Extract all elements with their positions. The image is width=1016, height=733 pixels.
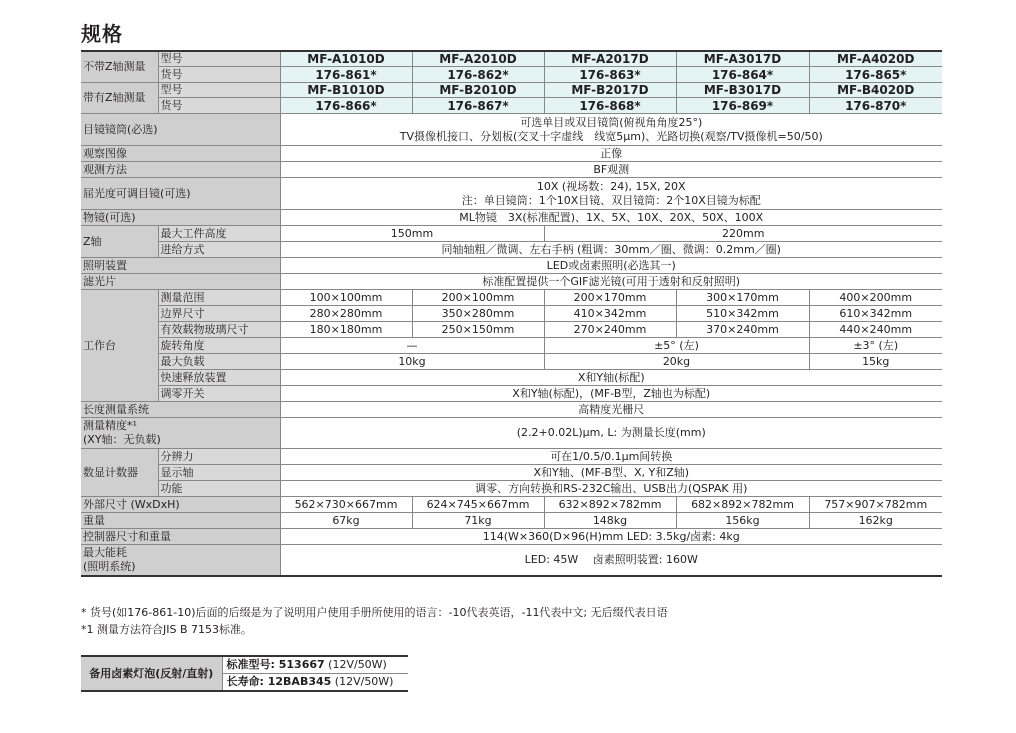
table-row: [81, 481, 942, 497]
table-row: [81, 545, 942, 576]
table-row: [81, 465, 942, 481]
row-label-image: 观察图像: [81, 146, 280, 162]
bulb-label: 备用卤素灯泡(反射/直射): [81, 656, 222, 691]
mass-cell: 71kg: [412, 513, 544, 529]
sub-label-zero: 调零开关: [158, 386, 280, 402]
model-cell: MF-A2017D: [544, 51, 676, 67]
row-label-controller: 控制器尺寸和重量: [81, 529, 280, 545]
bulb-long-life: [222, 674, 408, 692]
model-cell: MF-A4020D: [809, 51, 942, 67]
sub-label-code: 货号: [158, 98, 280, 114]
code-cell: 176-863*: [544, 67, 676, 83]
bulb-standard-code: 513667: [278, 658, 325, 671]
table-row: [81, 529, 942, 545]
length-value: 高精度光栅尺: [280, 402, 942, 418]
row-label-eyepiece: 目镜镜筒(必选): [81, 114, 280, 146]
rotation-c-value: ±3° (左): [809, 338, 942, 354]
mass-cell: 67kg: [280, 513, 412, 529]
load-b-value: 20kg: [544, 354, 809, 370]
table-row: [81, 67, 942, 83]
mass-cell: 156kg: [676, 513, 809, 529]
mass-cell: 162kg: [809, 513, 942, 529]
table-row: [81, 449, 942, 465]
rotation-b-value: ±5° (左): [544, 338, 809, 354]
accuracy-label-line2: (XY轴：无负载): [83, 433, 161, 446]
table-row: [81, 274, 942, 290]
dims-cell: 632×892×782mm: [544, 497, 676, 513]
load-c-value: 15kg: [809, 354, 942, 370]
row-label-mass: 重量: [81, 513, 280, 529]
power-value: LED: 45W 卤素照明装置: 160W: [280, 545, 942, 576]
size-cell: 350×280mm: [412, 306, 544, 322]
glass-cell: 180×180mm: [280, 322, 412, 338]
glass-cell: 440×240mm: [809, 322, 942, 338]
function-value: 调零、方向转换和RS-232C输出、USB出力(QSPAK 用): [280, 481, 942, 497]
table-row: [81, 83, 942, 98]
row-label-filter: 滤光片: [81, 274, 280, 290]
bulb-table: [81, 655, 408, 692]
objective-value: ML物镜 3X(标准配置)、1X、5X、10X、20X、50X、100X: [280, 210, 942, 226]
sub-label-height: 最大工件高度: [158, 226, 280, 242]
model-cell: MF-B3017D: [676, 83, 809, 98]
illum-value: LED或卤素照明(必选其一): [280, 258, 942, 274]
bulb-standard-spec: (12V/50W): [324, 658, 387, 671]
glass-cell: 270×240mm: [544, 322, 676, 338]
spec-table: [81, 50, 942, 577]
table-row: [81, 98, 942, 114]
table-row: [81, 226, 942, 242]
accuracy-value: (2.2+0.02L)μm, L: 为测量长度(mm): [280, 418, 942, 449]
code-cell: 176-864*: [676, 67, 809, 83]
table-row: [81, 146, 942, 162]
eyepiece-value: [280, 114, 942, 146]
row-label-accuracy: [81, 418, 280, 449]
size-cell: 280×280mm: [280, 306, 412, 322]
code-cell: 176-862*: [412, 67, 544, 83]
row-label-dimensions: 外部尺寸 (WxDxH): [81, 497, 280, 513]
code-cell: 176-868*: [544, 98, 676, 114]
table-row: [81, 338, 942, 354]
rotation-a-value: —: [280, 338, 544, 354]
model-cell: MF-A1010D: [280, 51, 412, 67]
sub-label-feed: 进给方式: [158, 242, 280, 258]
accuracy-label-line1: 测量精度*¹: [83, 419, 137, 432]
range-cell: 300×170mm: [676, 290, 809, 306]
bulb-long-code: 12BAB345: [267, 675, 332, 688]
sub-label-model: 型号: [158, 51, 280, 67]
diopter-value: [280, 178, 942, 210]
diopter-line2: 注：单目镜筒：1个10X目镜、双目镜筒：2个10X目镜为标配: [461, 193, 761, 207]
code-cell: 176-869*: [676, 98, 809, 114]
row-label-method: 观测方法: [81, 162, 280, 178]
sub-label-rotation: 旋转角度: [158, 338, 280, 354]
row-label-power: [81, 545, 280, 576]
power-label-line2: (照明系统): [83, 559, 136, 573]
table-row: [81, 497, 942, 513]
row-label-counter: 数显计数器: [81, 449, 158, 497]
range-cell: 400×200mm: [809, 290, 942, 306]
row-label-length: 长度测量系统: [81, 402, 280, 418]
code-cell: 176-870*: [809, 98, 942, 114]
row-label-illum: 照明装置: [81, 258, 280, 274]
sub-label-release: 快速释放装置: [158, 370, 280, 386]
table-row: [81, 386, 942, 402]
eyepiece-line2: TV摄像机接口、分划板(交叉十字虚线 线宽5μm)、光路切换(观察/TV摄像机=50/50): [399, 129, 823, 143]
table-row: [81, 178, 942, 210]
table-row: [81, 656, 408, 674]
dims-cell: 757×907×782mm: [809, 497, 942, 513]
sub-label-range: 测量范围: [158, 290, 280, 306]
bulb-standard: [222, 656, 408, 674]
table-row: [81, 162, 942, 178]
feed-value: 同轴轴粗／微调、左右手柄 (粗调：30mm／圈、微调：0.2mm／圈): [280, 242, 942, 258]
table-row: [81, 51, 942, 67]
size-cell: 510×342mm: [676, 306, 809, 322]
size-cell: 610×342mm: [809, 306, 942, 322]
table-row: [81, 322, 942, 338]
table-row: [81, 513, 942, 529]
method-value: BF观测: [280, 162, 942, 178]
range-cell: 100×100mm: [280, 290, 412, 306]
model-cell: MF-B2010D: [412, 83, 544, 98]
zero-value: X和Y轴(标配)，(MF-B型，Z轴也为标配): [280, 386, 942, 402]
footnote-method: *1 测量方法符合JIS B 7153标准。: [81, 623, 252, 636]
range-cell: 200×170mm: [544, 290, 676, 306]
sub-label-function: 功能: [158, 481, 280, 497]
dims-cell: 562×730×667mm: [280, 497, 412, 513]
image-value: 正像: [280, 146, 942, 162]
sub-label-load: 最大负载: [158, 354, 280, 370]
model-cell: MF-B1010D: [280, 83, 412, 98]
range-cell: 200×100mm: [412, 290, 544, 306]
dims-cell: 624×745×667mm: [412, 497, 544, 513]
model-cell: MF-B4020D: [809, 83, 942, 98]
size-cell: 410×342mm: [544, 306, 676, 322]
row-label-with-z: 带有Z轴测量: [81, 83, 158, 114]
glass-cell: 250×150mm: [412, 322, 544, 338]
row-label-objective: 物镜(可选): [81, 210, 280, 226]
resolution-value: 可在1/0.5/0.1μm间转换: [280, 449, 942, 465]
row-label-no-z: 不带Z轴测量: [81, 51, 158, 83]
sub-label-code: 货号: [158, 67, 280, 83]
power-label-line1: 最大能耗: [83, 545, 127, 559]
code-cell: 176-865*: [809, 67, 942, 83]
code-cell: 176-867*: [412, 98, 544, 114]
mass-cell: 148kg: [544, 513, 676, 529]
filter-value: 标准配置提供一个GIF滤光镜(可用于透射和反射照明): [280, 274, 942, 290]
sub-label-resolution: 分辨力: [158, 449, 280, 465]
table-row: [81, 114, 942, 146]
model-cell: MF-A2010D: [412, 51, 544, 67]
display-axis-value: X和Y轴、(MF-B型、X, Y和Z轴): [280, 465, 942, 481]
footnote-suffix: * 货号(如176-861-10)后面的后缀是为了说明用户使用手册所使用的语言：-10代表英语，-11代表中文; 无后缀代表日语: [81, 606, 668, 619]
sub-label-display-axis: 显示轴: [158, 465, 280, 481]
model-cell: MF-B2017D: [544, 83, 676, 98]
table-row: [81, 258, 942, 274]
bulb-standard-prefix: 标准型号:: [226, 658, 279, 671]
row-label-zaxis: Z轴: [81, 226, 158, 258]
height-a-value: 150mm: [280, 226, 544, 242]
dims-cell: 682×892×782mm: [676, 497, 809, 513]
table-row: [81, 402, 942, 418]
bulb-long-spec: (12V/50W): [331, 675, 394, 688]
table-row: [81, 210, 942, 226]
code-cell: 176-861*: [280, 67, 412, 83]
sub-label-glass: 有效载物玻璃尺寸: [158, 322, 280, 338]
row-label-diopter: 屈光度可调目镜(可选): [81, 178, 280, 210]
table-row: [81, 290, 942, 306]
controller-value: 114(W×360(D×96(H)mm LED: 3.5kg/卤素: 4kg: [280, 529, 942, 545]
model-cell: MF-A3017D: [676, 51, 809, 67]
table-row: [81, 418, 942, 449]
row-label-stage: 工作台: [81, 290, 158, 402]
sub-label-model: 型号: [158, 83, 280, 98]
glass-cell: 370×240mm: [676, 322, 809, 338]
code-cell: 176-866*: [280, 98, 412, 114]
table-row: [81, 354, 942, 370]
sub-label-size: 边界尺寸: [158, 306, 280, 322]
page-title: 规格: [81, 22, 123, 46]
table-row: [81, 306, 942, 322]
diopter-line1: 10X (视场数：24), 15X, 20X: [536, 179, 686, 193]
table-row: [81, 370, 942, 386]
bulb-long-prefix: 长寿命:: [226, 675, 268, 688]
eyepiece-line1: 可选单目或双目镜筒(俯视角角度25°): [520, 115, 703, 129]
release-value: X和Y轴(标配): [280, 370, 942, 386]
load-a-value: 10kg: [280, 354, 544, 370]
table-row: [81, 242, 942, 258]
height-b-value: 220mm: [544, 226, 942, 242]
